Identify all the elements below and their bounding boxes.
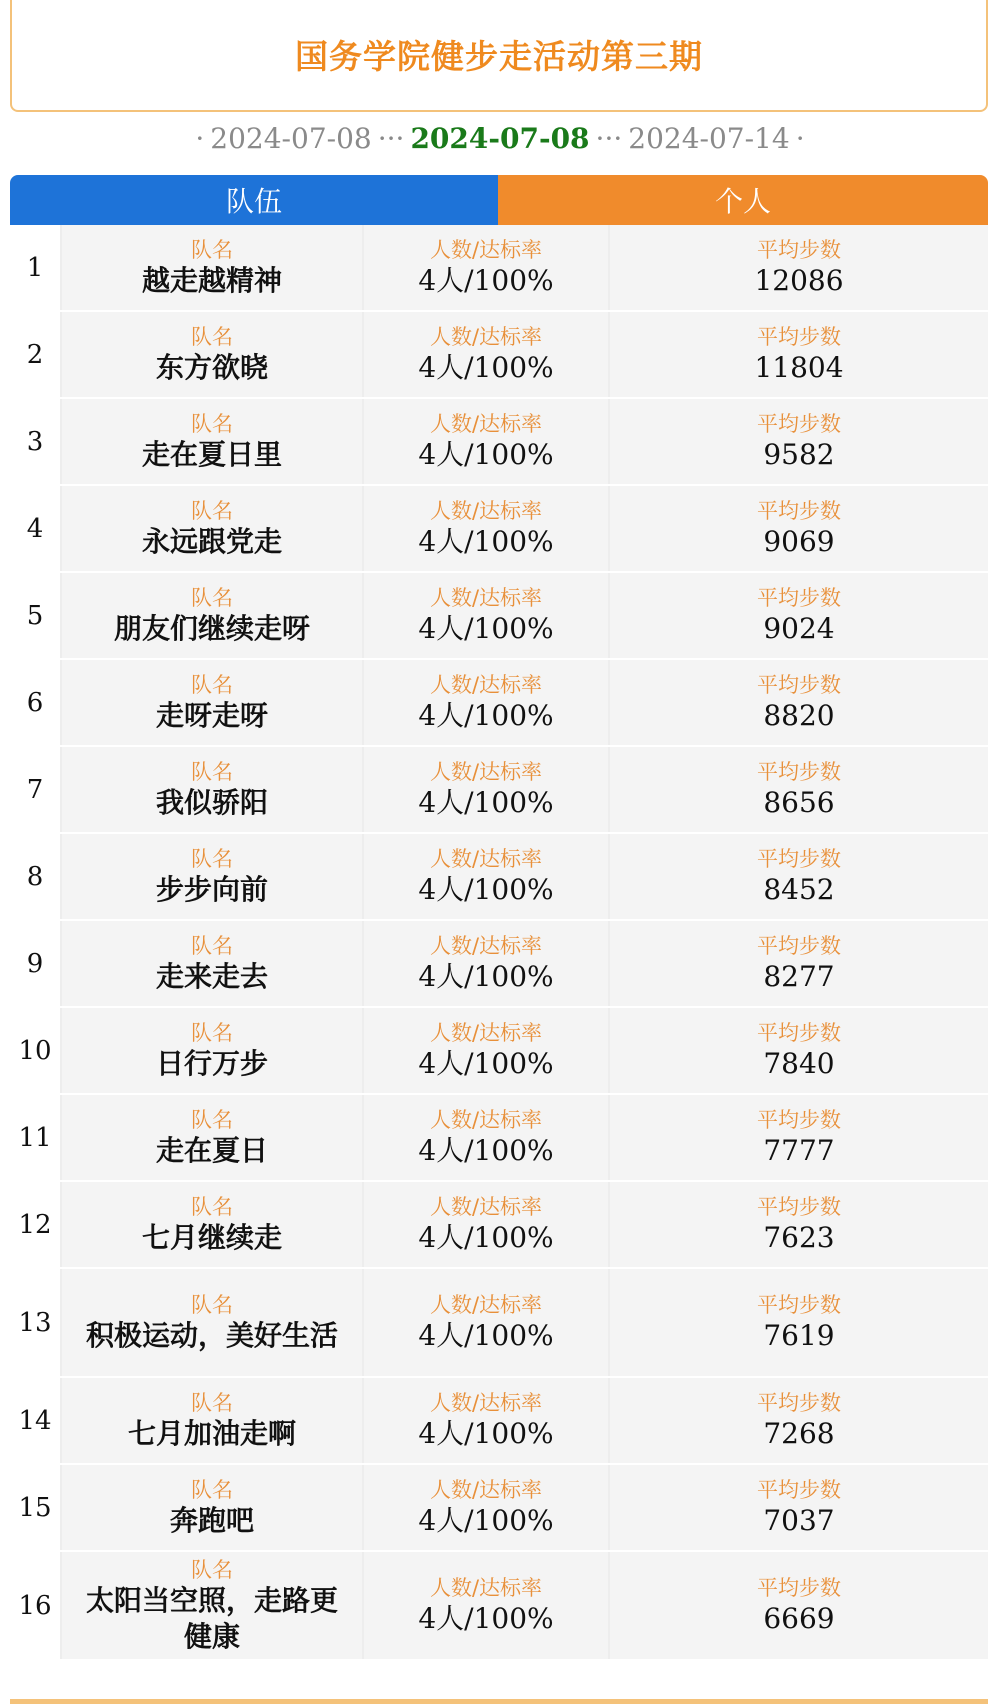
member-count-cell <box>364 1182 608 1267</box>
member-count: 4人/100% <box>418 1133 554 1167</box>
team-name: 我似骄阳 <box>155 785 268 819</box>
member-count-cell <box>364 399 608 484</box>
team-name-label: 队名 <box>191 1194 233 1219</box>
date-start[interactable]: 2024-07-08 <box>210 121 372 155</box>
avg-steps: 7619 <box>763 1318 835 1352</box>
date-dot: · <box>795 121 805 155</box>
member-count-label: 人数/达标率 <box>429 585 543 610</box>
date-end[interactable]: 2024-07-14 <box>628 121 790 155</box>
avg-steps-cell <box>610 1008 988 1093</box>
team-name-cell <box>62 1095 362 1180</box>
member-count-label: 人数/达标率 <box>429 933 543 958</box>
member-count-cell <box>364 486 608 571</box>
table-row[interactable] <box>10 660 988 747</box>
tab-team[interactable]: 队伍 <box>10 175 498 225</box>
team-name-cell <box>62 312 362 397</box>
team-name-label: 队名 <box>191 1477 233 1502</box>
avg-steps-label: 平均步数 <box>757 411 841 436</box>
team-name-label: 队名 <box>191 1390 233 1415</box>
avg-steps: 11804 <box>754 350 844 384</box>
team-name: 朋友们继续走呀 <box>113 611 310 645</box>
rank-number: 3 <box>10 399 60 484</box>
avg-steps-cell <box>610 399 988 484</box>
member-count-label: 人数/达标率 <box>429 1020 543 1045</box>
avg-steps-cell <box>610 1269 988 1376</box>
avg-steps: 9024 <box>763 611 835 645</box>
member-count-cell <box>364 1008 608 1093</box>
table-row[interactable] <box>10 834 988 921</box>
member-count-label: 人数/达标率 <box>429 759 543 784</box>
member-count: 4人/100% <box>418 263 554 297</box>
team-name: 七月加油走啊 <box>127 1416 296 1450</box>
team-name: 走呀走呀 <box>155 698 268 732</box>
avg-steps-cell <box>610 921 988 1006</box>
team-name-label: 队名 <box>191 324 233 349</box>
member-count: 4人/100% <box>418 524 554 558</box>
member-count-label: 人数/达标率 <box>429 846 543 871</box>
member-count-cell <box>364 1095 608 1180</box>
member-count-cell <box>364 1552 608 1659</box>
team-name: 日行万步 <box>155 1046 268 1080</box>
avg-steps-cell <box>610 747 988 832</box>
member-count-label: 人数/达标率 <box>429 1107 543 1132</box>
team-name-label: 队名 <box>191 933 233 958</box>
member-count: 4人/100% <box>418 1416 554 1450</box>
member-count-cell <box>364 747 608 832</box>
avg-steps-label: 平均步数 <box>757 846 841 871</box>
avg-steps: 7037 <box>763 1503 835 1537</box>
rank-number: 6 <box>10 660 60 745</box>
team-name: 越走越精神 <box>141 263 282 297</box>
rank-number: 14 <box>10 1378 60 1463</box>
member-count-cell <box>364 225 608 310</box>
table-row[interactable] <box>10 1269 988 1378</box>
rank-number: 1 <box>10 225 60 310</box>
avg-steps-cell <box>610 312 988 397</box>
team-name: 走在夏日 <box>155 1133 268 1167</box>
member-count-label: 人数/达标率 <box>429 1194 543 1219</box>
avg-steps: 8656 <box>763 785 835 819</box>
team-name-label: 队名 <box>191 759 233 784</box>
team-name: 积极运动，美好生活 <box>85 1318 338 1352</box>
team-name-cell <box>62 399 362 484</box>
avg-steps-label: 平均步数 <box>757 1107 841 1132</box>
member-count: 4人/100% <box>418 698 554 732</box>
member-count-cell <box>364 921 608 1006</box>
avg-steps-label: 平均步数 <box>757 1194 841 1219</box>
member-count-label: 人数/达标率 <box>429 498 543 523</box>
team-name-label: 队名 <box>191 498 233 523</box>
table-row[interactable] <box>10 1095 988 1182</box>
avg-steps-label: 平均步数 <box>757 324 841 349</box>
member-count: 4人/100% <box>418 1046 554 1080</box>
team-name-cell <box>62 1269 362 1376</box>
table-row[interactable] <box>10 312 988 399</box>
avg-steps-label: 平均步数 <box>757 237 841 262</box>
tab-bar <box>10 175 988 225</box>
team-name-cell <box>62 225 362 310</box>
team-name-cell <box>62 921 362 1006</box>
member-count: 4人/100% <box>418 959 554 993</box>
table-row[interactable] <box>10 573 988 660</box>
team-name-label: 队名 <box>191 237 233 262</box>
rank-number: 2 <box>10 312 60 397</box>
team-name-cell <box>62 1008 362 1093</box>
member-count-label: 人数/达标率 <box>429 1575 543 1600</box>
avg-steps-cell <box>610 225 988 310</box>
team-name: 七月继续走 <box>141 1220 282 1254</box>
team-name: 步步向前 <box>155 872 268 906</box>
team-name-label: 队名 <box>191 1107 233 1132</box>
bottom-border <box>10 1699 988 1704</box>
date-ellipsis: ··· <box>377 121 405 155</box>
team-name-label: 队名 <box>191 411 233 436</box>
date-ellipsis: ··· <box>595 121 623 155</box>
team-name-cell <box>62 1552 362 1659</box>
table-row[interactable] <box>10 1552 988 1661</box>
avg-steps-label: 平均步数 <box>757 498 841 523</box>
team-name-cell <box>62 486 362 571</box>
team-name-cell <box>62 834 362 919</box>
team-name: 走来走去 <box>155 959 268 993</box>
team-name-cell <box>62 1182 362 1267</box>
rank-number: 4 <box>10 486 60 571</box>
rank-number: 11 <box>10 1095 60 1180</box>
rank-number: 8 <box>10 834 60 919</box>
member-count: 4人/100% <box>418 1601 554 1635</box>
team-name-label: 队名 <box>191 1557 233 1582</box>
member-count-cell <box>364 312 608 397</box>
member-count-label: 人数/达标率 <box>429 237 543 262</box>
team-name: 东方欲晓 <box>155 350 268 384</box>
date-dot: · <box>195 121 205 155</box>
member-count-label: 人数/达标率 <box>429 1477 543 1502</box>
table-row[interactable] <box>10 747 988 834</box>
avg-steps-cell <box>610 1095 988 1180</box>
rank-number: 13 <box>10 1269 60 1376</box>
avg-steps-label: 平均步数 <box>757 933 841 958</box>
team-name: 太阳当空照，走路更健康 <box>85 1583 338 1653</box>
avg-steps: 7840 <box>763 1046 835 1080</box>
avg-steps-cell <box>610 660 988 745</box>
date-navigation <box>0 118 1000 158</box>
ranking-list <box>10 225 988 1661</box>
tab-individual[interactable]: 个人 <box>498 175 988 225</box>
member-count-cell <box>364 1465 608 1550</box>
table-row[interactable] <box>10 225 988 312</box>
member-count: 4人/100% <box>418 611 554 645</box>
member-count-cell <box>364 1378 608 1463</box>
avg-steps: 9582 <box>763 437 835 471</box>
avg-steps-label: 平均步数 <box>757 759 841 784</box>
avg-steps-cell <box>610 1465 988 1550</box>
rank-number: 5 <box>10 573 60 658</box>
team-name-label: 队名 <box>191 1292 233 1317</box>
avg-steps-label: 平均步数 <box>757 1575 841 1600</box>
avg-steps: 8277 <box>763 959 835 993</box>
rank-number: 12 <box>10 1182 60 1267</box>
rank-number: 9 <box>10 921 60 1006</box>
avg-steps-cell <box>610 486 988 571</box>
avg-steps-label: 平均步数 <box>757 1390 841 1415</box>
avg-steps-cell <box>610 573 988 658</box>
team-name-cell <box>62 573 362 658</box>
member-count-cell <box>364 834 608 919</box>
avg-steps-label: 平均步数 <box>757 1477 841 1502</box>
table-row[interactable] <box>10 399 988 486</box>
avg-steps: 6669 <box>763 1601 835 1635</box>
avg-steps-label: 平均步数 <box>757 585 841 610</box>
member-count-label: 人数/达标率 <box>429 1390 543 1415</box>
avg-steps-label: 平均步数 <box>757 1292 841 1317</box>
member-count: 4人/100% <box>418 1318 554 1352</box>
table-row[interactable] <box>10 1008 988 1095</box>
member-count: 4人/100% <box>418 785 554 819</box>
team-name: 奔跑吧 <box>169 1503 254 1537</box>
avg-steps: 12086 <box>754 263 844 297</box>
avg-steps: 8820 <box>763 698 835 732</box>
rank-number: 10 <box>10 1008 60 1093</box>
table-row[interactable] <box>10 486 988 573</box>
avg-steps-cell <box>610 1182 988 1267</box>
title-box <box>10 0 988 112</box>
team-name-label: 队名 <box>191 1020 233 1045</box>
avg-steps: 7623 <box>763 1220 835 1254</box>
member-count-label: 人数/达标率 <box>429 411 543 436</box>
team-name-cell <box>62 660 362 745</box>
rank-number: 15 <box>10 1465 60 1550</box>
team-name-cell <box>62 1378 362 1463</box>
member-count-label: 人数/达标率 <box>429 1292 543 1317</box>
avg-steps-cell <box>610 1552 988 1659</box>
table-row[interactable] <box>10 1182 988 1269</box>
avg-steps-label: 平均步数 <box>757 672 841 697</box>
avg-steps-cell <box>610 834 988 919</box>
avg-steps-cell <box>610 1378 988 1463</box>
team-name-label: 队名 <box>191 846 233 871</box>
member-count: 4人/100% <box>418 1503 554 1537</box>
table-row[interactable] <box>10 921 988 1008</box>
avg-steps: 9069 <box>763 524 835 558</box>
member-count: 4人/100% <box>418 1220 554 1254</box>
member-count-cell <box>364 1269 608 1376</box>
table-row[interactable] <box>10 1378 988 1465</box>
member-count: 4人/100% <box>418 350 554 384</box>
member-count-label: 人数/达标率 <box>429 324 543 349</box>
member-count-label: 人数/达标率 <box>429 672 543 697</box>
team-name: 走在夏日里 <box>141 437 282 471</box>
avg-steps-label: 平均步数 <box>757 1020 841 1045</box>
avg-steps: 8452 <box>763 872 835 906</box>
team-name: 永远跟党走 <box>141 524 282 558</box>
team-name-label: 队名 <box>191 585 233 610</box>
page-title: 国务学院健步走活动第三期 <box>295 36 703 76</box>
member-count: 4人/100% <box>418 437 554 471</box>
member-count-cell <box>364 660 608 745</box>
date-current[interactable]: 2024-07-08 <box>410 121 590 155</box>
avg-steps: 7777 <box>763 1133 835 1167</box>
member-count-cell <box>364 573 608 658</box>
table-row[interactable] <box>10 1465 988 1552</box>
team-name-cell <box>62 1465 362 1550</box>
rank-number: 7 <box>10 747 60 832</box>
avg-steps: 7268 <box>763 1416 835 1450</box>
team-name-cell <box>62 747 362 832</box>
team-name-label: 队名 <box>191 672 233 697</box>
rank-number: 16 <box>10 1552 60 1659</box>
member-count: 4人/100% <box>418 872 554 906</box>
